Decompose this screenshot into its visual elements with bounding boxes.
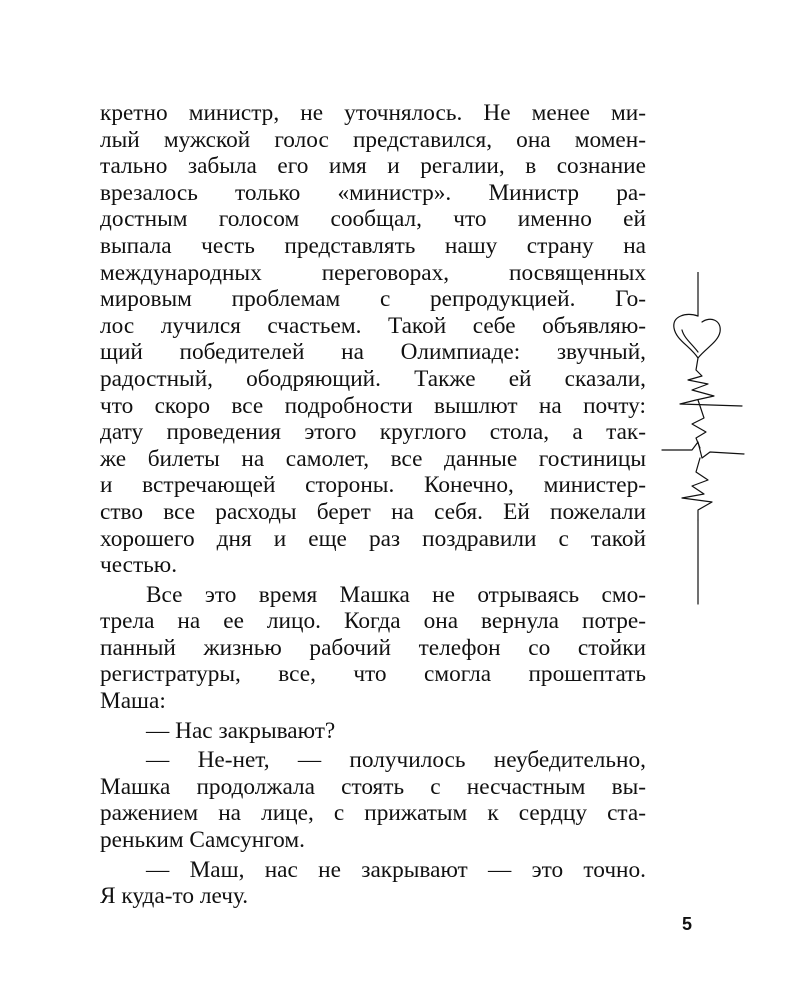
text-line: ство все расходы берет на себя. Ей пожелали bbox=[100, 498, 646, 525]
text-line: выпала честь представлять нашу страну на bbox=[100, 232, 646, 259]
text-line: кретно министр, не уточнялось. Не менее ми- bbox=[100, 100, 646, 126]
text-line: — Маш, нас не закрывают — это точно. bbox=[146, 856, 646, 883]
text-line: и встречающей стороны. Конечно, министер- bbox=[100, 472, 646, 499]
text-line: Все это время Машка не отрываясь смо- bbox=[146, 581, 646, 608]
text-line: лос лучился счастьем. Такой себе объявляю- bbox=[100, 312, 646, 339]
text-line: — Не-нет, — получилось неубедительно, bbox=[146, 747, 646, 774]
text-line: реньким Самсунгом. bbox=[100, 827, 305, 854]
text-line: мировым проблемам с репродукцией. Го- bbox=[100, 286, 646, 313]
text-line: честью. bbox=[100, 552, 178, 579]
text-line: трела на ее лицо. Когда она вернула потре- bbox=[100, 608, 646, 635]
text-line: — Нас закрывают? bbox=[146, 717, 336, 744]
text-line: Я куда-то лечу. bbox=[100, 883, 249, 910]
text-line: Машка продолжала стоять с несчастным вы- bbox=[100, 773, 646, 800]
text-line: ражением на лице, с прижатым к сердцу ста- bbox=[100, 800, 646, 827]
text-line: врезалось только «министр». Министр ра- bbox=[100, 179, 646, 206]
text-line: регистратуры, все, что смогла прошептать bbox=[100, 661, 646, 688]
body-text bbox=[100, 100, 646, 910]
text-line: достным голосом сообщал, что именно ей bbox=[100, 206, 646, 233]
text-line: что скоро все подробности вышлют на почту: bbox=[100, 392, 646, 419]
text-line: тально забыла его имя и регалии, в сознание bbox=[100, 153, 646, 180]
text-line: международных переговорах, посвященных bbox=[100, 259, 646, 286]
text-line: щий победителей на Олимпиаде: звучный, bbox=[100, 339, 646, 366]
text-line: Маша: bbox=[100, 688, 166, 715]
page-number: 5 bbox=[682, 914, 693, 934]
text-line: хорошего дня и еще раз поздравили с такой bbox=[100, 525, 646, 552]
text-line: лый мужской голос представился, она момен- bbox=[100, 126, 646, 153]
heart-heartbeat-icon bbox=[652, 272, 752, 612]
text-line: дату проведения этого круглого стола, а так- bbox=[100, 419, 646, 446]
text-line: панный жизнью рабочий телефон со стойки bbox=[100, 634, 646, 661]
text-line: радостный, ободряющий. Также ей сказали, bbox=[100, 365, 646, 392]
text-line: же билеты на самолет, все данные гостиницы bbox=[100, 445, 646, 472]
